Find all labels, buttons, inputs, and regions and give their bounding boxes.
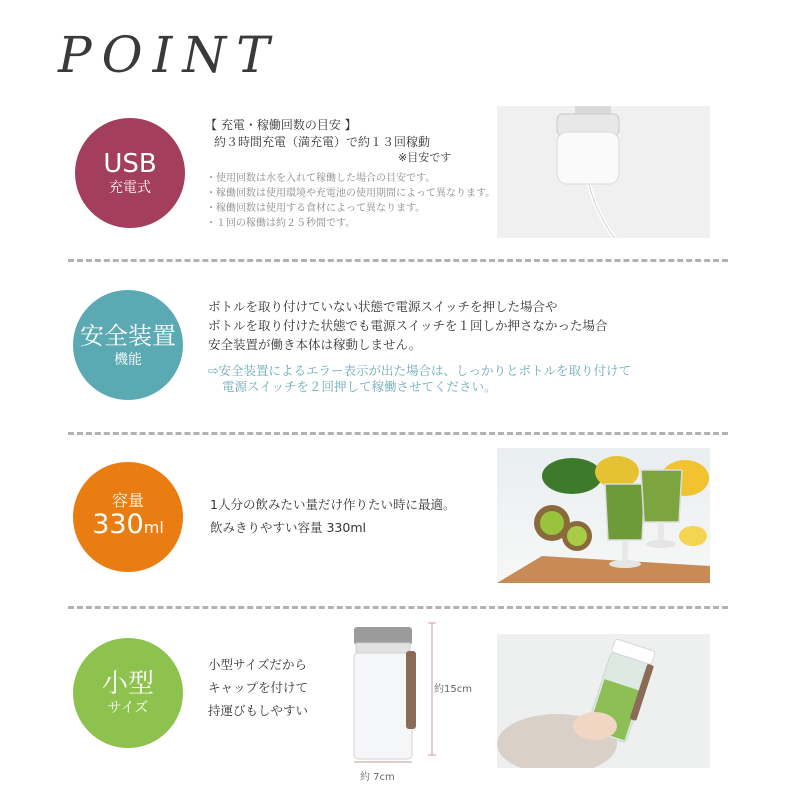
compact-line-2: キャップを付けて <box>208 680 309 695</box>
charge-line-2: ※目安です <box>398 151 452 164</box>
divider-2 <box>68 432 728 435</box>
charge-line-1: 約３時間充電（満充電）で約１３回稼動 <box>214 135 431 149</box>
height-label: 約15cm <box>434 684 472 695</box>
usb-badge-sub: 充電式 <box>109 180 151 196</box>
safety-badge-sub: 機能 <box>114 352 142 368</box>
charge-note-2: ・稼働回数は使用環境や充電池の使用期間によって異なります。 <box>206 188 496 199</box>
safety-badge-main: 安全装置 <box>80 322 176 350</box>
safety-teal-1: ⇨安全装置によるエラー表示が出た場合は、しっかりとボトルを取り付けて <box>208 363 631 378</box>
usb-badge <box>75 118 185 228</box>
charge-note-3: ・稼働回数は使用する食材によって異なります。 <box>206 203 426 214</box>
width-label: 約 7cm <box>360 772 395 783</box>
smoothie-photo <box>497 448 710 583</box>
usb-blender-image <box>497 106 710 238</box>
charge-note-4: ・１回の稼働は約２５秒間です。 <box>206 218 356 229</box>
divider-3 <box>68 606 728 609</box>
compact-badge-main: 小型 <box>101 669 154 699</box>
capacity-badge-main: 容量 <box>111 490 144 510</box>
capacity-line-1: 1人分の飲みたい量だけ作りたい時に最適。 <box>210 497 456 512</box>
usb-product-photo <box>497 106 710 238</box>
compact-badge <box>73 638 183 748</box>
smoothie-image <box>497 448 710 583</box>
charge-note-1: ・使用回数は水を入れて稼働した場合の目安です。 <box>206 173 436 184</box>
charge-heading: 【 充電・稼働回数の目安 】 <box>205 118 357 132</box>
hand-bottle-image <box>497 634 710 768</box>
safety-teal-2: 電源スイッチを２回押して稼働させてください。 <box>222 379 497 394</box>
capacity-line-2: 飲みきりやすい容量 330ml <box>210 520 366 535</box>
compact-line-1: 小型サイズだから <box>208 657 308 672</box>
safety-line-3: 安全装置が働き本体は稼動しません。 <box>208 337 422 352</box>
compact-badge-sub: サイズ <box>107 700 149 716</box>
hand-bottle-photo <box>497 634 710 768</box>
safety-line-2: ボトルを取り付けた状態でも電源スイッチを１回しか押さなかった場合 <box>208 318 608 333</box>
page-title: POINT <box>58 26 280 84</box>
capacity-badge-unit: ml <box>143 517 164 537</box>
capacity-badge-number: 330 <box>92 508 144 540</box>
compact-line-3: 持運びもしやすい <box>208 703 309 718</box>
divider-1 <box>68 259 728 262</box>
safety-line-1: ボトルを取り付けていない状態で電源スイッチを押した場合や <box>208 299 558 314</box>
capacity-badge <box>73 462 183 572</box>
safety-badge <box>73 290 183 400</box>
usb-badge-main: USB <box>103 149 157 179</box>
